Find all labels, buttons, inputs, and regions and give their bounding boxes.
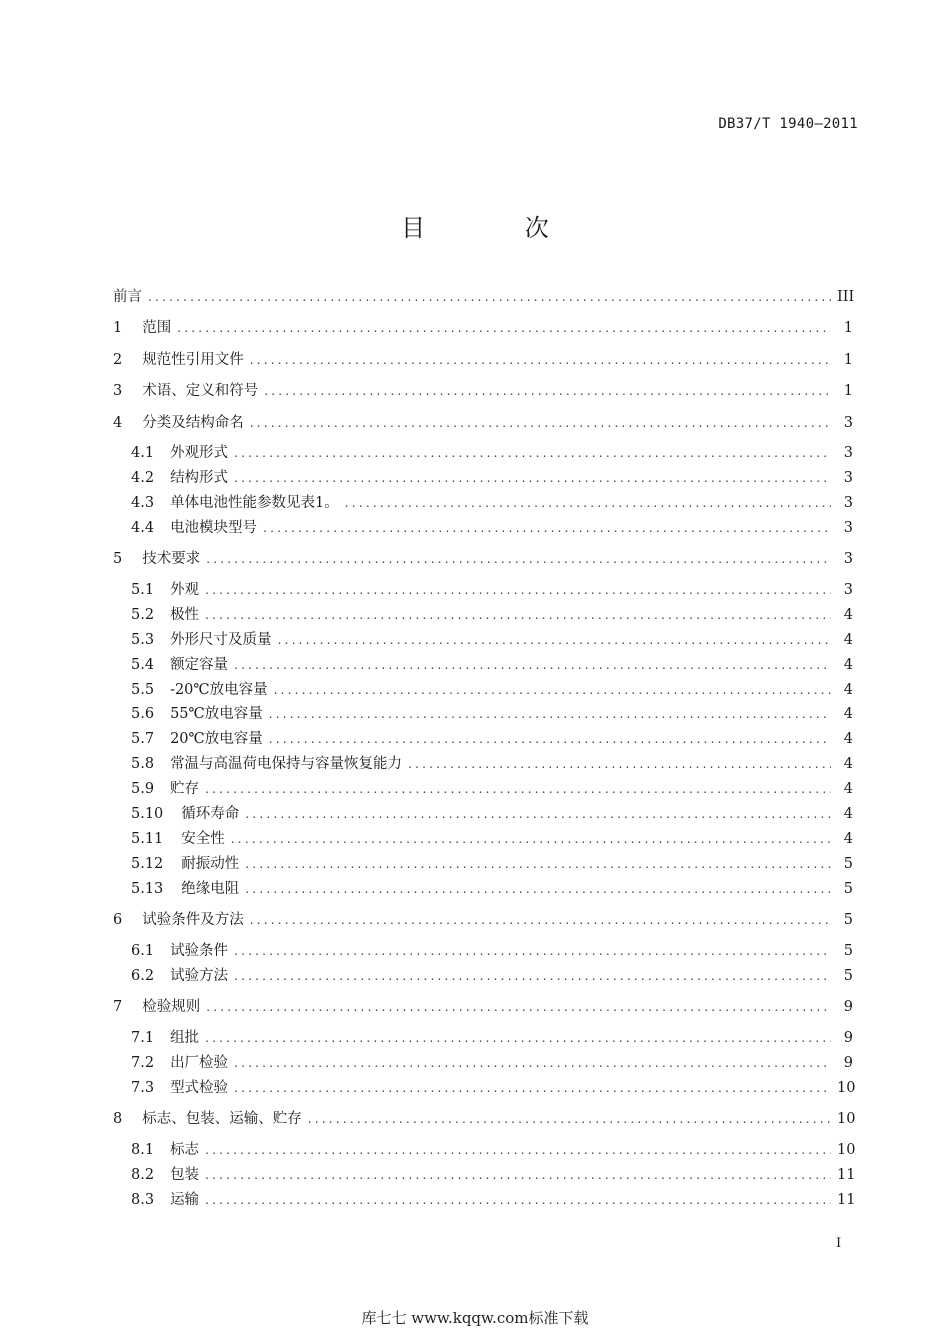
toc-entry[interactable]: [113, 412, 853, 434]
toc-leader-dots: [205, 1027, 831, 1049]
toc-entry[interactable]: [131, 517, 853, 539]
toc-entry-page: 9: [843, 1055, 853, 1071]
toc-entry-number: 5.10: [131, 806, 164, 822]
toc-entry-number: 8.2: [131, 1167, 155, 1183]
toc-entry-number: 5.8: [131, 756, 155, 772]
toc-leader-dots: [234, 654, 831, 676]
toc-entry[interactable]: [131, 803, 853, 825]
toc-entry[interactable]: [113, 909, 853, 931]
toc-leader-dots: [205, 579, 831, 601]
toc-entry-number: 5: [113, 551, 123, 567]
toc-leader-dots: [250, 349, 831, 371]
toc-entry-label: 试验方法: [170, 968, 229, 984]
toc-leader-dots: [408, 753, 831, 775]
toc-entry-page: 4: [843, 756, 853, 772]
toc-entry-page: 9: [843, 1030, 853, 1046]
toc-entry-label: 耐振动性: [181, 856, 240, 872]
toc-entry[interactable]: [131, 828, 853, 850]
toc-entry-label: 分类及结构命名: [142, 415, 244, 431]
toc-entry-label: 循环寿命: [181, 806, 240, 822]
toc-entry-page: 5: [843, 943, 853, 959]
toc-entry[interactable]: [131, 467, 853, 489]
toc-entry-label: 试验条件: [170, 943, 229, 959]
toc-entry-page: 4: [843, 806, 853, 822]
toc-entry-page: 5: [843, 856, 853, 872]
toc-leader-dots: [269, 728, 831, 750]
toc-entry-page: 3: [843, 551, 853, 567]
toc-leader-dots: [264, 380, 831, 402]
toc-entry[interactable]: [131, 1077, 856, 1099]
toc-leader-dots: [205, 1189, 831, 1211]
toc-entry-label: 外观形式: [170, 445, 229, 461]
toc-entry[interactable]: [131, 940, 853, 962]
toc-entry-number: 2: [113, 352, 123, 368]
toc-leader-dots: [234, 965, 831, 987]
toc-leader-dots: [234, 940, 831, 962]
toc-leader-dots: [205, 1139, 831, 1161]
toc-entry-page: 5: [843, 968, 853, 984]
toc-leader-dots: [234, 1077, 831, 1099]
footer-watermark: 库七七 www.kqqw.com标准下载: [361, 1309, 589, 1327]
toc-leader-dots: [245, 853, 831, 875]
toc-entry[interactable]: [113, 996, 853, 1018]
toc-entry-number: 5.4: [131, 657, 155, 673]
document-code: DB37/T 1940—2011: [718, 116, 858, 132]
toc-entry-label: 术语、定义和符号: [142, 383, 259, 399]
toc-entry-number: 7.3: [131, 1080, 155, 1096]
toc-entry[interactable]: [113, 286, 853, 308]
toc-entry-number: 7.2: [131, 1055, 155, 1071]
toc-leader-dots: [263, 517, 831, 539]
toc-entry[interactable]: [131, 442, 853, 464]
toc-leader-dots: [250, 909, 831, 931]
toc-entry[interactable]: [113, 380, 853, 402]
toc-entry-label: 前言: [113, 289, 142, 305]
toc-entry-number: 4.3: [131, 495, 155, 511]
toc-entry-label: 检验规则: [142, 999, 201, 1015]
toc-entry-number: 5.5: [131, 682, 155, 698]
toc-entry-label: 常温与高温荷电保持与容量恢复能力: [170, 756, 403, 772]
toc-entry[interactable]: [131, 1164, 856, 1186]
toc-entry-label: 试验条件及方法: [142, 912, 244, 928]
toc-entry-label: 外观: [170, 582, 200, 598]
toc-entry-number: 8.3: [131, 1192, 155, 1208]
toc-leader-dots: [205, 604, 831, 626]
toc-entry-number: 5.9: [131, 781, 155, 797]
toc-entry-number: 5.3: [131, 632, 155, 648]
toc-leader-dots: [245, 878, 831, 900]
toc-entry[interactable]: [131, 728, 853, 750]
toc-entry-page: 4: [843, 632, 853, 648]
toc-entry-page: 4: [843, 657, 853, 673]
toc-entry-page: III: [837, 289, 855, 305]
toc-entry-number: 7.1: [131, 1030, 155, 1046]
toc-leader-dots: [148, 286, 831, 308]
toc-leader-dots: [231, 828, 831, 850]
toc-leader-dots: [269, 703, 831, 725]
toc-entry[interactable]: [131, 654, 853, 676]
toc-entry-page: 1: [843, 383, 853, 399]
toc-entry[interactable]: [131, 1027, 853, 1049]
toc-entry-number: 3: [113, 383, 123, 399]
toc-entry-number: 1: [113, 320, 123, 336]
toc-entry[interactable]: [131, 853, 853, 875]
toc-leader-dots: [345, 492, 831, 514]
toc-entry-label: 结构形式: [170, 470, 229, 486]
toc-leader-dots: [205, 1164, 831, 1186]
toc-entry-number: 5.6: [131, 706, 155, 722]
toc-entry-page: 3: [843, 445, 853, 461]
toc-leader-dots: [206, 996, 831, 1018]
toc-entry-page: 3: [843, 495, 853, 511]
toc-entry-page: 3: [843, 582, 853, 598]
toc-entry-label: 技术要求: [142, 551, 201, 567]
toc-entry-label: 极性: [170, 607, 200, 623]
toc-entry[interactable]: [113, 548, 853, 570]
toc-entry-label: 单体电池性能参数见表1。: [170, 495, 339, 511]
toc-entry[interactable]: [131, 778, 853, 800]
toc-entry[interactable]: [131, 1189, 856, 1211]
toc-entry-label: 运输: [170, 1192, 200, 1208]
toc-leader-dots: [278, 629, 831, 651]
toc-entry-label: -20℃放电容量: [170, 682, 268, 698]
toc-entry[interactable]: [113, 349, 853, 371]
toc-entry-number: 8.1: [131, 1142, 155, 1158]
toc-entry-page: 4: [843, 607, 853, 623]
toc-entry-label: 标志、包装、运输、贮存: [142, 1111, 302, 1127]
toc-entry-number: 4.4: [131, 520, 155, 536]
toc-entry-page: 4: [843, 706, 853, 722]
toc-entry-label: 型式检验: [170, 1080, 229, 1096]
toc-entry-label: 55℃放电容量: [170, 706, 263, 722]
toc-leader-dots: [245, 803, 831, 825]
toc-entry[interactable]: [131, 1052, 853, 1074]
toc-entry-label: 外形尺寸及质量: [170, 632, 272, 648]
toc-entry-page: 10: [837, 1111, 856, 1127]
toc-entry-label: 规范性引用文件: [142, 352, 244, 368]
toc-entry-number: 5.13: [131, 881, 164, 897]
toc-leader-dots: [234, 1052, 831, 1074]
toc-entry-number: 4.2: [131, 470, 155, 486]
toc-entry-label: 出厂检验: [170, 1055, 229, 1071]
toc-entry-page: 10: [837, 1080, 856, 1096]
toc-entry-number: 5.7: [131, 731, 155, 747]
page-number: I: [836, 1236, 842, 1251]
toc-entry-page: 11: [837, 1167, 856, 1183]
toc-entry-label: 安全性: [181, 831, 225, 847]
toc-entry-number: 5.2: [131, 607, 155, 623]
toc-entry-page: 1: [843, 320, 853, 336]
toc-entry-label: 范围: [142, 320, 172, 336]
toc-entry-number: 6.2: [131, 968, 155, 984]
toc-entry-number: 4: [113, 415, 123, 431]
toc-leader-dots: [205, 778, 831, 800]
toc-entry-label: 贮存: [170, 781, 200, 797]
toc-entry[interactable]: [113, 1108, 856, 1130]
toc-entry[interactable]: [131, 579, 853, 601]
toc-entry-number: 7: [113, 999, 123, 1015]
toc-leader-dots: [177, 317, 831, 339]
toc-entry-label: 标志: [170, 1142, 200, 1158]
toc-entry-page: 3: [843, 520, 853, 536]
toc-entry[interactable]: [131, 492, 853, 514]
toc-entry[interactable]: [131, 753, 853, 775]
toc-entry-page: 4: [843, 831, 853, 847]
toc-leader-dots: [274, 679, 831, 701]
toc-entry[interactable]: [131, 604, 853, 626]
toc-entry-page: 10: [837, 1142, 856, 1158]
toc-entry-number: 6.1: [131, 943, 155, 959]
toc-entry-label: 包装: [170, 1167, 200, 1183]
toc-entry-page: 11: [837, 1192, 856, 1208]
toc-leader-dots: [206, 548, 831, 570]
toc-entry-page: 9: [843, 999, 853, 1015]
toc-entry[interactable]: [113, 317, 853, 339]
toc-entry-number: 4.1: [131, 445, 155, 461]
toc-entry-page: 1: [843, 352, 853, 368]
toc-entry[interactable]: [131, 629, 853, 651]
toc-entry-page: 4: [843, 731, 853, 747]
toc-entry-page: 3: [843, 415, 853, 431]
toc-leader-dots: [308, 1108, 831, 1130]
toc-entry-number: 5.11: [131, 831, 164, 847]
toc-entry-page: 5: [843, 881, 853, 897]
toc-leader-dots: [234, 442, 831, 464]
toc-entry[interactable]: [131, 878, 853, 900]
toc-entry-label: 20℃放电容量: [170, 731, 263, 747]
toc-title: 目 次: [401, 214, 595, 242]
toc-entry-number: 6: [113, 912, 123, 928]
toc-entry[interactable]: [131, 679, 853, 701]
toc-entry[interactable]: [131, 965, 853, 987]
toc-entry-number: 5.1: [131, 582, 155, 598]
toc-entry[interactable]: [131, 1139, 856, 1161]
toc-entry-label: 额定容量: [170, 657, 229, 673]
toc-entry-page: 4: [843, 781, 853, 797]
toc-entry-number: 8: [113, 1111, 123, 1127]
toc-leader-dots: [250, 412, 831, 434]
toc-entry-label: 电池模块型号: [170, 520, 258, 536]
toc-entry-page: 4: [843, 682, 853, 698]
toc-entry[interactable]: [131, 703, 853, 725]
toc-entry-label: 组批: [170, 1030, 200, 1046]
toc-entry-page: 3: [843, 470, 853, 486]
toc-entry-label: 绝缘电阻: [181, 881, 240, 897]
toc-entry-number: 5.12: [131, 856, 164, 872]
toc-leader-dots: [234, 467, 831, 489]
toc-entry-page: 5: [843, 912, 853, 928]
